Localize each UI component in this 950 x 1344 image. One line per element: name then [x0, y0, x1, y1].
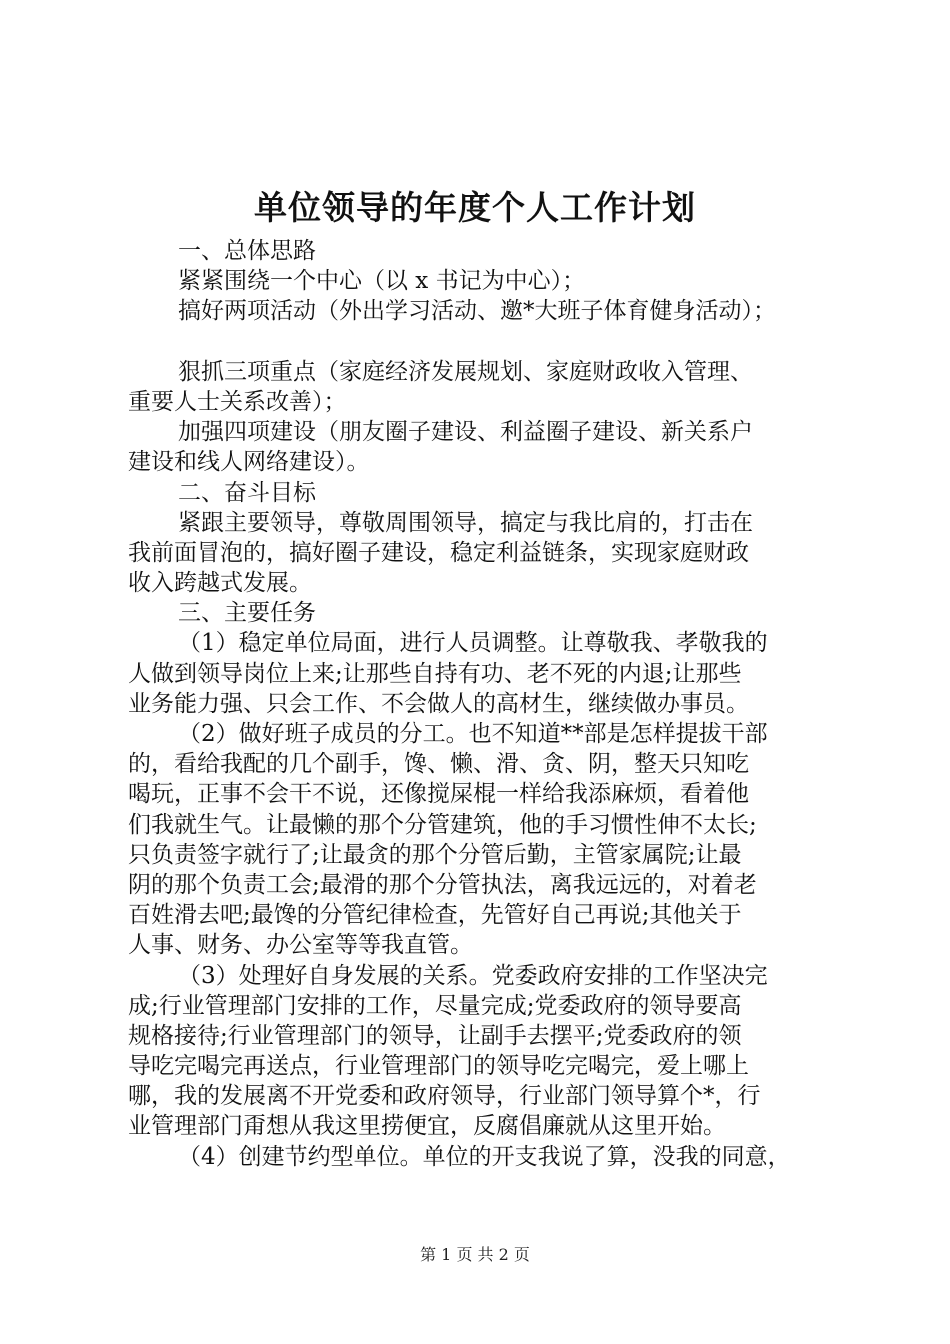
- paragraph-line: 阴的那个负责工会;最滑的那个分管执法，离我远远的，对着老: [128, 871, 757, 898]
- paragraph-line: 狠抓三项重点（家庭经济发展规划、家庭财政收入管理、: [178, 358, 753, 385]
- page-footer: 第 1 页 共 2 页: [420, 1245, 530, 1264]
- paragraph-line: 紧跟主要领导，尊敬周围领导，搞定与我比肩的，打击在: [178, 509, 753, 536]
- paragraph-line: 规格接待;行业管理部门的领导，让副手去摆平;党委政府的领: [128, 1022, 742, 1049]
- paragraph-line: 紧紧围绕一个中心（以 x 书记为中心）；: [178, 268, 586, 295]
- paragraph-line: 搞好两项活动（外出学习活动、邀*大班子体育健身活动）；: [178, 298, 776, 325]
- paragraph-line: 建设和线人网络建设）。: [128, 449, 370, 476]
- paragraph-line: 成;行业管理部门安排的工作，尽量完成;党委政府的领导要高: [128, 992, 742, 1019]
- paragraph-line: 三、主要任务: [178, 600, 316, 627]
- paragraph-line: 我前面冒泡的，搞好圈子建设，稳定利益链条，实现家庭财政: [128, 539, 749, 566]
- paragraph-line: （3）处理好自身发展的关系。党委政府安排的工作坚决完: [178, 962, 768, 989]
- paragraph-line: 百姓滑去吧;最馋的分管纪律检查，先管好自己再说;其他关于: [128, 902, 742, 929]
- paragraph-line: 加强四项建设（朋友圈子建设、利益圈子建设、新关系户: [178, 419, 753, 446]
- paragraph-line: （1）稳定单位局面，进行人员调整。让尊敬我、孝敬我的: [178, 630, 768, 657]
- paragraph-line: 导吃完喝完再送点，行业管理部门的领导吃完喝完，爱上哪上: [128, 1053, 749, 1080]
- paragraph-line: 业管理部门甭想从我这里捞便宜，反腐倡廉就从这里开始。: [128, 1113, 726, 1140]
- paragraph-line: 人事、财务、办公室等等我直管。: [128, 932, 473, 959]
- paragraph-line: 只负责签字就行了;让最贪的那个分管后勤，主管家属院;让最: [128, 841, 742, 868]
- paragraph-line: 喝玩，正事不会干不说，还像搅屎棍一样给我添麻烦，看着他: [128, 781, 749, 808]
- paragraph-line: （2）做好班子成员的分工。也不知道**部是怎样提拔干部: [178, 721, 768, 747]
- paragraph-line: 的，看给我配的几个副手，馋、懒、滑、贪、阴，整天只知吃: [128, 751, 749, 778]
- paragraph-line: 们我就生气。让最懒的那个分管建筑，他的手习惯性伸不太长;: [128, 811, 757, 838]
- paragraph-line: 一、总体思路: [178, 238, 316, 264]
- paragraph-line: 业务能力强、只会工作、不会做人的高材生，继续做办事员。: [128, 690, 749, 717]
- paragraph-line: （4）创建节约型单位。单位的开支我说了算，没我的同意，: [178, 1143, 791, 1170]
- paragraph-line: 重要人士关系改善）；: [128, 388, 347, 415]
- document-title: 单位领导的年度个人工作计划: [254, 188, 696, 227]
- paragraph-line: 哪，我的发展离不开党委和政府领导，行业部门领导算个*，行: [128, 1083, 761, 1110]
- paragraph-line: [128, 327, 840, 357]
- document-body: [128, 236, 840, 1172]
- paragraph-line: 人做到领导岗位上来;让那些自持有功、老不死的内退;让那些: [128, 660, 742, 687]
- paragraph-line: 二、奋斗目标: [178, 479, 316, 506]
- paragraph-line: 收入跨越式发展。: [128, 570, 312, 597]
